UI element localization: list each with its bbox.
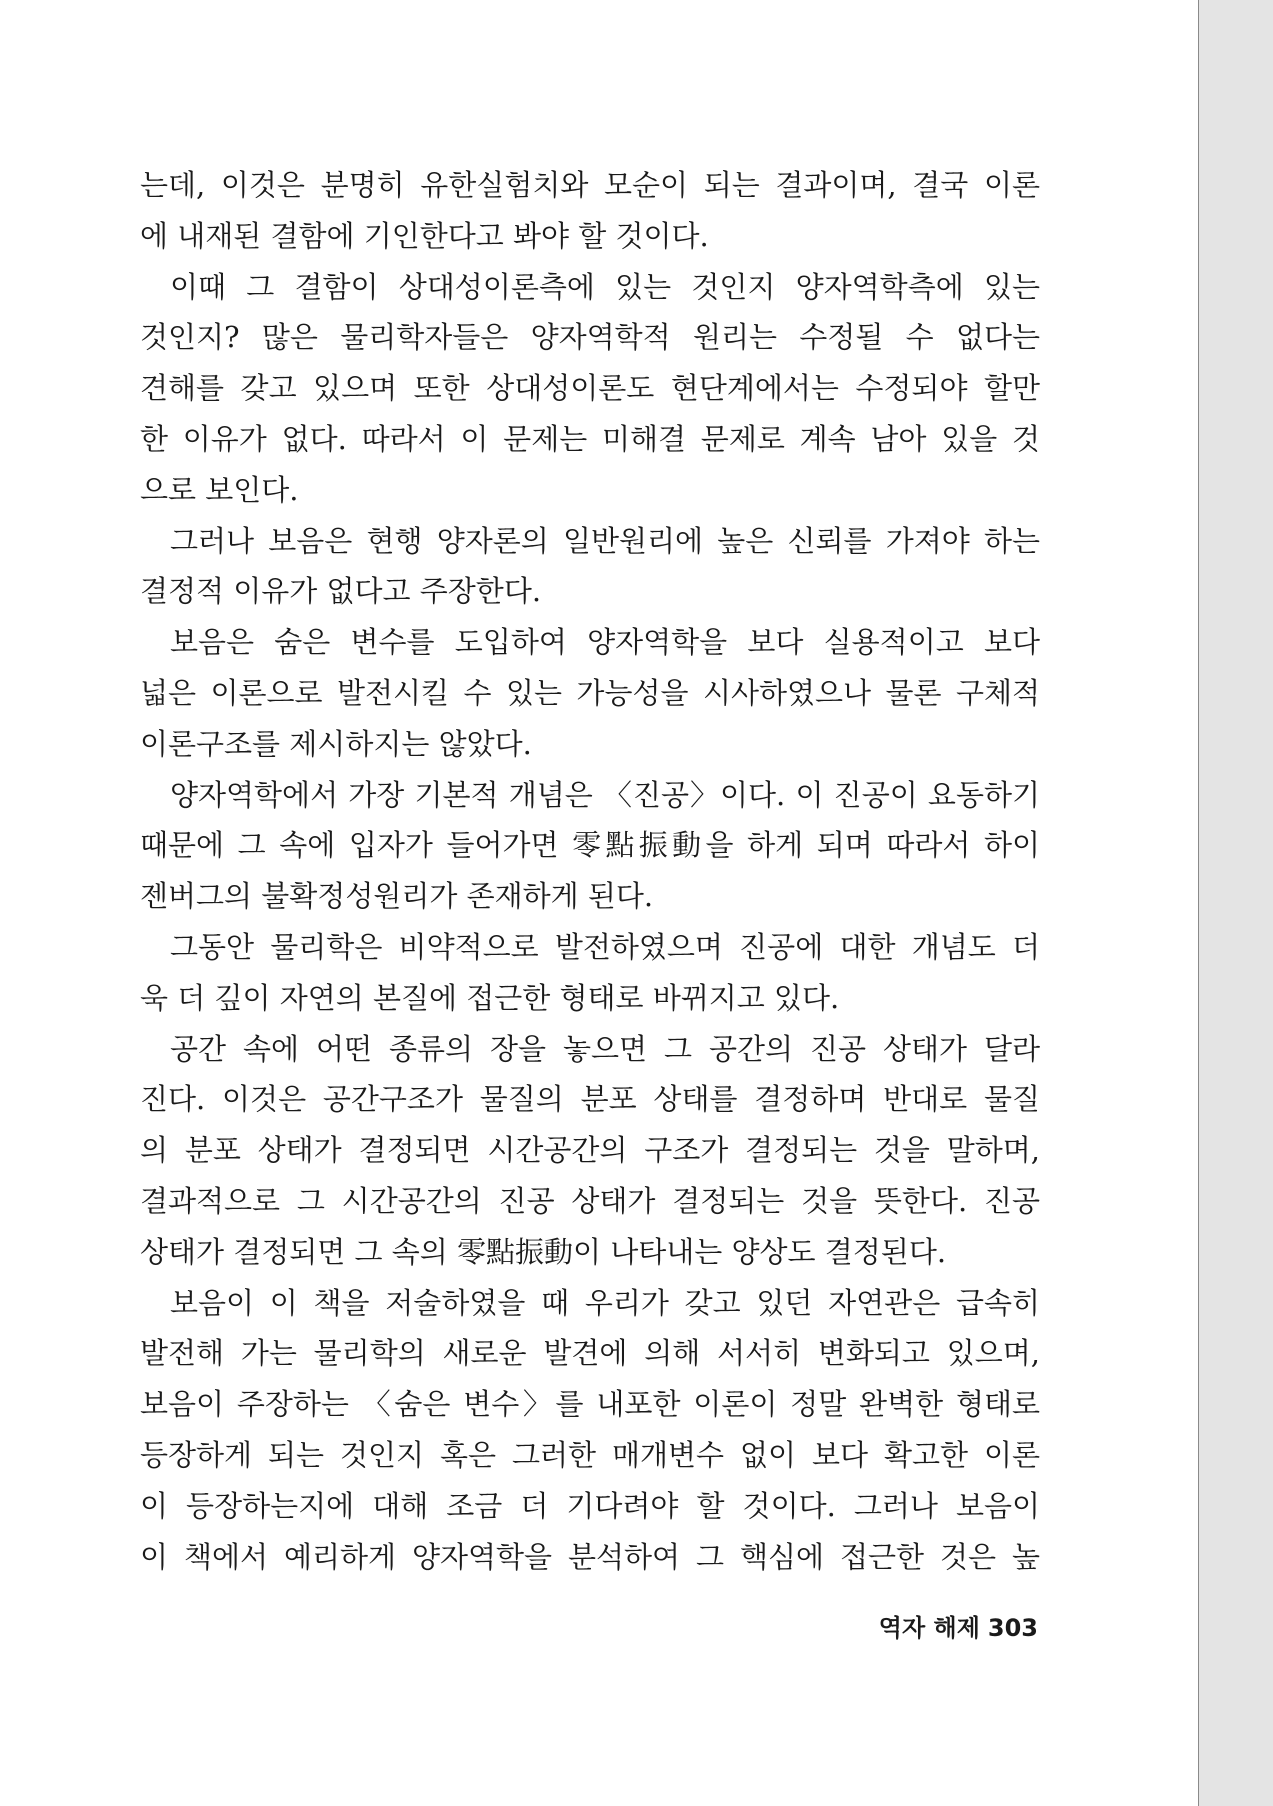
running-footer-title: 역자 해제 [878,1614,980,1642]
text-line: 보음이 이 책을 저술하였을 때 우리가 갖고 있던 자연관은 급속히 [170,1285,1040,1320]
text-line: 때문에 그 속에 입자가 들어가면 零點振動을 하게 되며 따라서 하이 [140,828,1040,863]
text-line: 젠버그의 불확정성원리가 존재하게 된다. [140,879,654,914]
text-line: 발전해 가는 물리학의 새로운 발견에 의해 서서히 변화되고 있으며, [140,1336,1040,1371]
text-line: 이 책에서 예리하게 양자역학을 분석하여 그 핵심에 접근한 것은 높 [140,1539,1040,1574]
text-line: 결정적 이유가 없다고 주장한다. [140,574,542,609]
text-line: 것인지? 많은 물리학자들은 양자역학적 원리는 수정될 수 없다는 [140,320,1040,355]
text-line: 욱 더 깊이 자연의 본질에 접근한 형태로 바뀌지고 있다. [140,980,840,1015]
text-line: 결과적으로 그 시간공간의 진공 상태가 결정되는 것을 뜻한다. 진공 [140,1183,1040,1218]
text-line: 공간 속에 어떤 종류의 장을 놓으면 그 공간의 진공 상태가 달라 [170,1031,1040,1066]
text-line: 그러나 보음은 현행 양자론의 일반원리에 높은 신뢰를 가져야 하는 [170,523,1040,558]
text-line: 견해를 갖고 있으며 또한 상대성이론도 현단계에서는 수정되야 할만 [140,371,1040,406]
text-line: 는데, 이것은 분명히 유한실험치와 모순이 되는 결과이며, 결국 이론 [140,168,1040,202]
text-line: 이때 그 결함이 상대성이론측에 있는 것인지 양자역학측에 있는 [170,269,1040,304]
text-line: 에 내재된 결함에 기인한다고 봐야 할 것이다. [140,218,709,253]
page-footer [879,1608,1038,1643]
text-line: 으로 보인다. [140,472,299,507]
page-number: 303 [987,1614,1038,1642]
text-line: 진다. 이것은 공간구조가 물질의 분포 상태를 결정하며 반대로 물질 [140,1082,1040,1117]
text-line: 이 등장하는지에 대해 조금 더 기다려야 할 것이다. 그러나 보음이 [140,1488,1040,1523]
body-text [140,160,1040,1582]
text-line: 상태가 결정되면 그 속의 零點振動이 나타내는 양상도 결정된다. [140,1234,947,1269]
text-line: 보음은 숨은 변수를 도입하여 양자역학을 보다 실용적이고 보다 [170,625,1040,660]
text-line: 넓은 이론으로 발전시킬 수 있는 가능성을 시사하였으나 물론 구체적 [140,675,1040,710]
viewer-background [1199,0,1273,1806]
text-line: 의 분포 상태가 결정되면 시간공간의 구조가 결정되는 것을 말하며, [140,1133,1040,1168]
text-line: 그동안 물리학은 비약적으로 발전하였으며 진공에 대한 개념도 더 [170,929,1040,964]
text-line: 양자역학에서 가장 기본적 개념은 〈진공〉이다. 이 진공이 요동하기 [170,777,1040,812]
text-line: 한 이유가 없다. 따라서 이 문제는 미해결 문제로 계속 남아 있을 것 [140,421,1040,456]
text-line: 등장하게 되는 것인지 혹은 그러한 매개변수 없이 보다 확고한 이론 [140,1437,1040,1472]
text-line: 이론구조를 제시하지는 않았다. [140,726,532,761]
text-line: 보음이 주장하는 〈숨은 변수〉를 내포한 이론이 정말 완벽한 형태로 [140,1387,1040,1422]
